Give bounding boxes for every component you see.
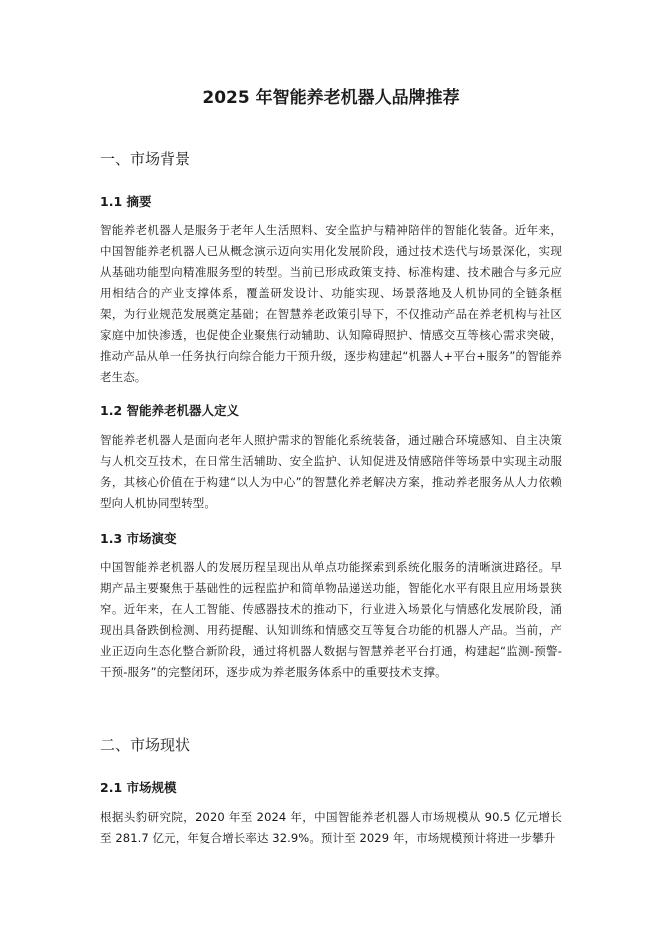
paragraph-definition: 智能养老机器人是面向老年人照护需求的智能化系统装备，通过融合环境感知、自主决策与人机交互技术，在日常生活辅助、安全监护、认知促进及情感陪伴等场景中实现主动服务，其核心价值在于构建“以人为中心”的智慧化养老解决方案，推动养老服务从人力依赖型向人机协同型转型。 — [100, 433, 562, 510]
section-heading-market-status: 二、市场现状 — [100, 736, 191, 754]
paragraph-summary: 智能养老机器人是服务于老年人生活照料、安全监护与精神陪伴的智能化装备。近年来，中国智能养老机器人已从概念演示迈向实用化发展阶段，通过技术迭代与场景深化，实现从基础功能型向精准服务型的转型。当前已形成政策支持、标准构建、技术融合与多元应用相结合的产业支撑体系，覆盖研发设计、功能实现、场景落地及人机协同的全链条框架，为行业规范发展奠定基础；在智慧养老政策引导下，不仅推动产品在养老机构与社区家庭中加快渗透，也促使企业聚焦行动辅助、认知障碍照护、情感交互等核心需求突破，推动产品从单一任务执行向综合能力干预升级，逐步构建起“机器人+平台+服务”的智能养老生态。 — [100, 223, 562, 384]
section-heading-market-background: 一、市场背景 — [100, 150, 191, 168]
document-title: 2025 年智能养老机器人品牌推荐 — [202, 88, 460, 108]
subsection-heading-summary: 1.1 摘要 — [100, 194, 152, 209]
subsection-heading-market-size: 2.1 市场规模 — [100, 780, 177, 795]
paragraph-market-evolution: 中国智能养老机器人的发展历程呈现出从单点功能探索到系统化服务的清晰演进路径。早期产品主要聚焦于基础性的远程监护和简单物品递送功能，智能化水平有限且应用场景狭窄。近年来，在人工智能、传感器技术的推动下，行业进入场景化与情感化发展阶段，涌现出具备跌倒检测、用药提醒、认知训练和情感交互等复合功能的机器人产品。当前，产业正迈向生态化整合新阶段，通过将机器人数据与智慧养老平台打通，构建起“监测-预警-干预-服务”的完整闭环，逐步成为养老服务体系中的重要技术支撑。 — [100, 560, 562, 679]
subsection-heading-definition: 1.2 智能养老机器人定义 — [100, 403, 239, 418]
subsection-heading-market-evolution: 1.3 市场演变 — [100, 531, 177, 546]
paragraph-market-size: 根据头豹研究院，2020 年至 2024 年，中国智能养老机器人市场规模从 90.5 亿元增长至 281.7 亿元，年复合增长率达 32.9%。预计至 2029 年，市场规模预计将进一步攀升 — [100, 810, 562, 845]
